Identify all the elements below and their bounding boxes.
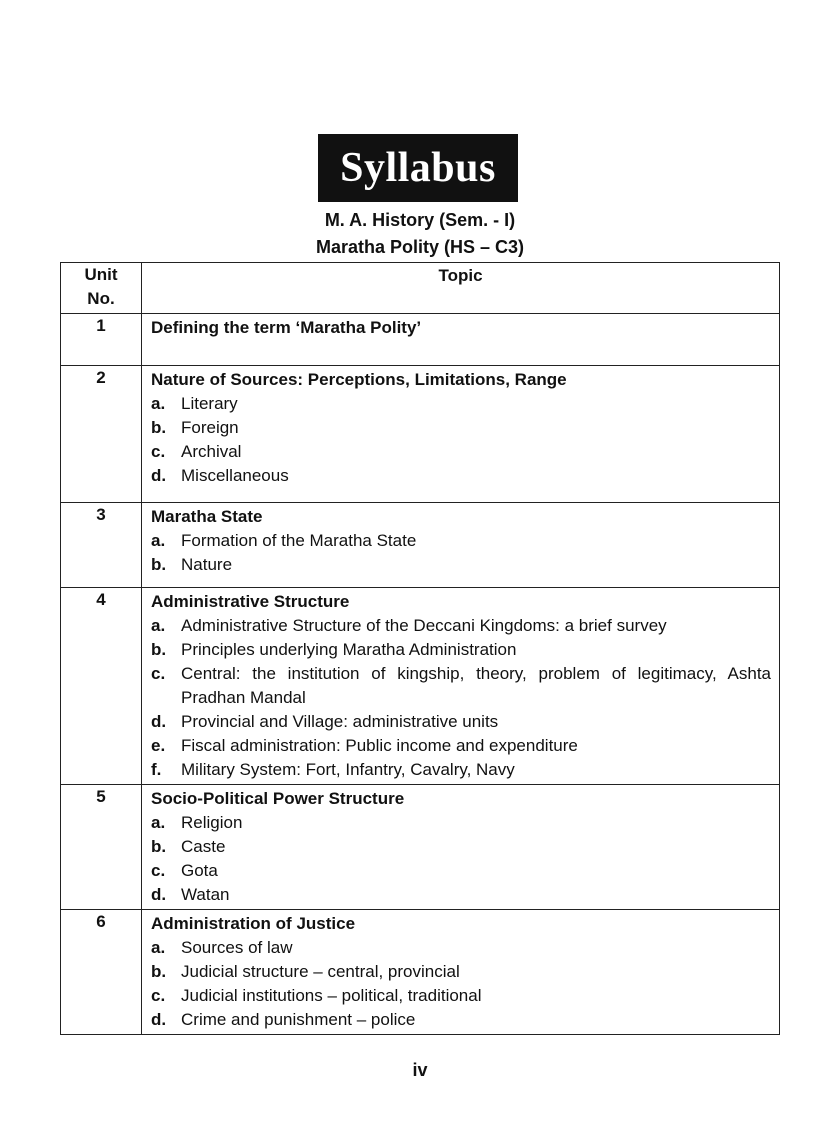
paper-name: Maratha Polity (HS – C3) — [315, 237, 525, 257]
list-item — [151, 1008, 771, 1032]
list-item — [151, 464, 771, 488]
item-text: Judicial institutions – political, traditional — [181, 986, 482, 1005]
table-header-row — [61, 263, 780, 314]
table-row — [61, 588, 780, 785]
table-row — [61, 785, 780, 910]
list-item — [151, 859, 771, 883]
topic-cell — [142, 366, 780, 503]
topic-heading: Administration of Justice — [151, 914, 356, 933]
list-item — [151, 883, 771, 907]
list-item — [151, 811, 771, 835]
topic-cell — [142, 785, 780, 910]
list-item — [151, 734, 771, 758]
item-text: Nature — [181, 555, 233, 574]
item-letter: c. — [151, 986, 166, 1005]
item-text: Gota — [181, 861, 218, 880]
unit-number: 1 — [61, 314, 142, 366]
item-letter: a. — [151, 394, 166, 413]
list-item — [151, 936, 771, 960]
item-letter: f. — [151, 760, 162, 779]
item-letter: b. — [151, 837, 167, 856]
topic-cell — [142, 588, 780, 785]
list-item — [151, 392, 771, 416]
table-row — [61, 366, 780, 503]
list-item — [151, 984, 771, 1008]
unit-number: 2 — [61, 366, 142, 503]
item-letter: d. — [151, 1010, 167, 1029]
syllabus-title-banner — [318, 134, 518, 202]
item-text: Religion — [181, 813, 243, 832]
topic-heading: Maratha State — [151, 507, 263, 526]
item-text: Sources of law — [181, 938, 293, 957]
list-item — [151, 758, 771, 782]
page-title: Syllabus — [340, 145, 496, 191]
item-letter: d. — [151, 466, 167, 485]
item-text: Principles underlying Maratha Administration — [181, 640, 517, 659]
item-text: Central: the institution of kingship, theory, problem of legitimacy, Ashta Pradhan Mandal — [181, 664, 771, 707]
topic-heading: Socio-Political Power Structure — [151, 789, 405, 808]
list-item — [151, 710, 771, 734]
list-item — [151, 440, 771, 464]
item-letter: b. — [151, 640, 167, 659]
list-item — [151, 529, 771, 553]
item-letter: a. — [151, 813, 166, 832]
list-item — [151, 638, 771, 662]
item-text: Provincial and Village: administrative units — [181, 712, 499, 731]
page-number: iv — [412, 1060, 428, 1080]
item-text: Archival — [181, 442, 242, 461]
item-letter: d. — [151, 712, 167, 731]
column-header-unit — [61, 263, 142, 314]
item-text: Administrative Structure of the Deccani Kingdoms: a brief survey — [181, 616, 667, 635]
item-letter: b. — [151, 418, 167, 437]
unit-number: 4 — [61, 588, 142, 785]
item-text: Judicial structure – central, provincial — [181, 962, 460, 981]
item-letter: a. — [151, 531, 166, 550]
topic-cell — [142, 314, 780, 366]
column-header-unit-line2: No. — [87, 289, 115, 308]
item-letter: b. — [151, 555, 167, 574]
syllabus-table — [60, 262, 780, 1035]
item-letter: c. — [151, 861, 166, 880]
table-row — [61, 503, 780, 588]
unit-number: 5 — [61, 785, 142, 910]
list-item — [151, 416, 771, 440]
item-letter: c. — [151, 442, 166, 461]
column-header-topic: Topic — [142, 263, 780, 314]
item-letter: d. — [151, 885, 167, 904]
list-item — [151, 960, 771, 984]
item-text: Crime and punishment – police — [181, 1010, 416, 1029]
topic-heading: Defining the term ‘Maratha Polity’ — [151, 318, 422, 337]
item-letter: c. — [151, 664, 166, 683]
topic-heading: Nature of Sources: Perceptions, Limitations, Range — [151, 370, 567, 389]
item-letter: b. — [151, 962, 167, 981]
topic-cell — [142, 910, 780, 1035]
list-item — [151, 614, 771, 638]
item-text: Literary — [181, 394, 238, 413]
item-text: Miscellaneous — [181, 466, 289, 485]
topic-cell — [142, 503, 780, 588]
list-item — [151, 662, 771, 710]
table-row — [61, 910, 780, 1035]
item-text: Foreign — [181, 418, 239, 437]
table-row — [61, 314, 780, 366]
item-text: Fiscal administration: Public income and expenditure — [181, 736, 578, 755]
list-item — [151, 835, 771, 859]
unit-number: 6 — [61, 910, 142, 1035]
course-name: M. A. History (Sem. - I) — [324, 210, 516, 230]
list-item — [151, 553, 771, 577]
item-text: Caste — [181, 837, 226, 856]
item-letter: a. — [151, 938, 166, 957]
item-text: Watan — [181, 885, 230, 904]
item-letter: a. — [151, 616, 166, 635]
unit-number: 3 — [61, 503, 142, 588]
item-text: Formation of the Maratha State — [181, 531, 417, 550]
item-letter: e. — [151, 736, 166, 755]
column-header-unit-line1: Unit — [84, 265, 118, 284]
item-text: Military System: Fort, Infantry, Cavalry, Navy — [181, 760, 515, 779]
topic-heading: Administrative Structure — [151, 592, 350, 611]
